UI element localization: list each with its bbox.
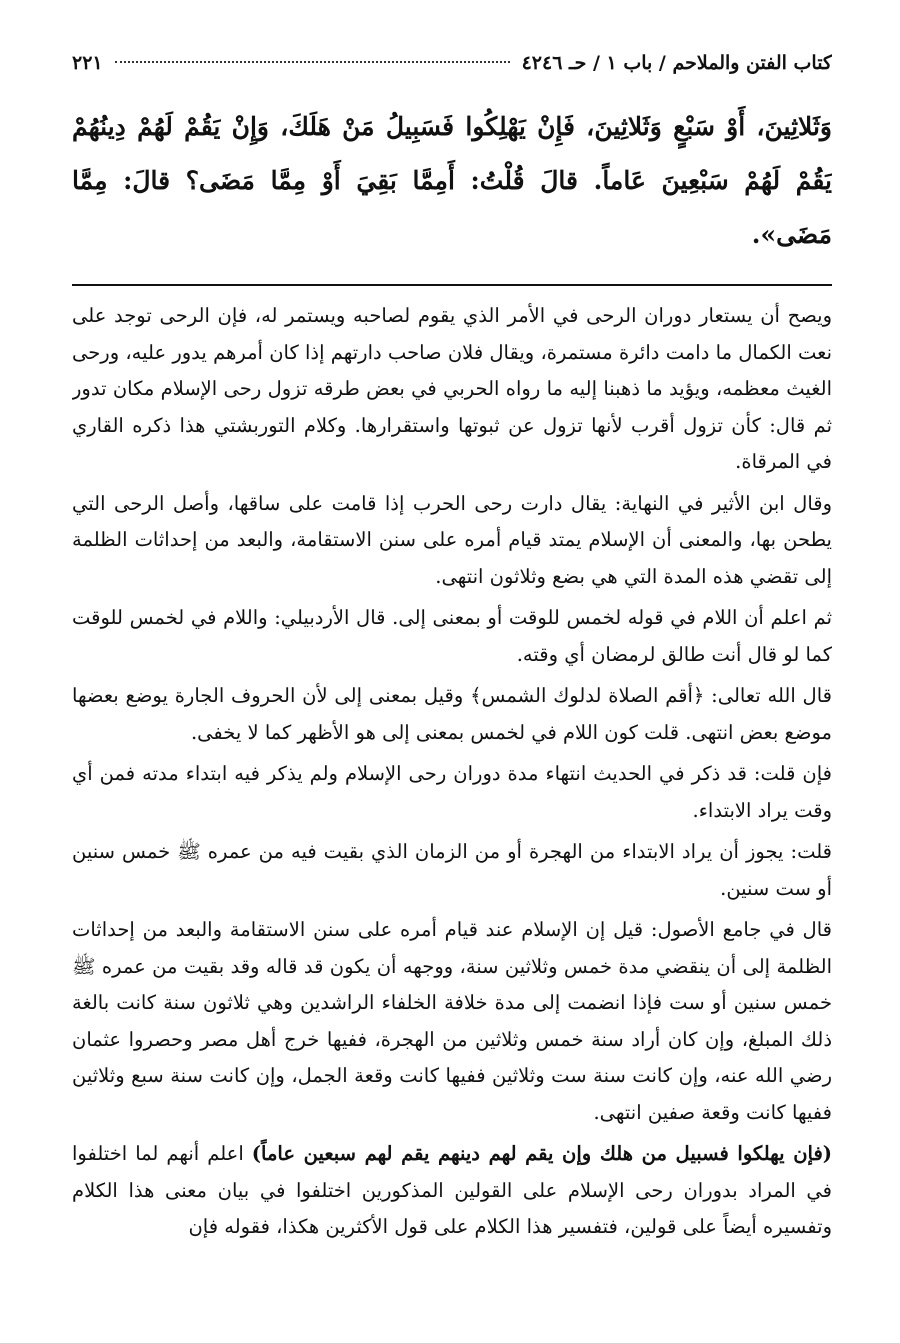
- chapter-title: كتاب الفتن والملاحم / باب ١ / حـ ٤٢٤٦: [521, 52, 832, 74]
- hadith-text: وَثَلاثِينَ، أَوْ سَبْعٍ وَثَلاثِينَ، فَإِنْ يَهْلِكُوا فَسَبِيلُ مَنْ هَلَكَ، وَإِنْ يَقُمْ لَهُمْ دِينُهُمْ يَقُمْ لَهُمْ سَبْعِينَ عَاماً. قالَ قُلْتُ: أَمِمَّا بَقِيَ أَوْ مِمَّا مَضَى؟ قالَ: مِمَّا مَضَى».: [72, 112, 832, 249]
- commentary-paragraph: وقال ابن الأثير في النهاية: يقال دارت رحى الحرب إذا قامت على ساقها، وأصل الرحى التي يطحن بها، والمعنى أن الإسلام يمتد قيام أمره على سنن الاستقامة، والبعد من إحداثات الظلمة إلى تقضي هذه المدة التي هي بضع وثلاثون انتهى.: [72, 491, 832, 588]
- commentary-paragraph: (فإن يهلكوا فسبيل من هلك وإن يقم لهم دينهم يقم لهم سبعين عاماً) اعلم أنهم لما اختلفوا في المراد بدوران رحى الإسلام على القولين المذكورين اختلفوا في بيان معنى هذا الكلام وتفسيره أيضاً على قولين، فتفسير هذا الكلام على قول الأكثرين هكذا، فقوله فإن: [72, 1142, 832, 1238]
- commentary-paragraph: قال في جامع الأصول: قيل إن الإسلام عند قيام أمره على سنن الاستقامة والبعد من إحداثات الظلمة إلى أن ينقضي مدة خمس وثلاثين سنة، ووجهه أن يكون قد قاله وقد بقيت من عمره ﷺ خمس سنين أو ست فإذا انضمت إلى مدة خلافة الخلفاء الراشدين وهي ثلاثون سنة كانت بالغة ذلك المبلغ، وإن كان أراد سنة خمس وثلاثين من الهجرة، ففيها خرج أهل مصر وحصروا عثمان رضي الله عنه، وإن كانت سنة ست وثلاثين ففيها كانت وقعة الجمل، وإن كانت سنة سبع وثلاثين ففيها كانت وقعة صفين انتهى.: [72, 918, 832, 1124]
- dotted-leader: [115, 61, 510, 63]
- quoted-hadith-lemma: (فإن يهلكوا فسبيل من هلك وإن يقم لهم دينهم يقم لهم سبعين عاماً): [251, 1142, 832, 1165]
- separator-rule: [72, 284, 832, 286]
- commentary-paragraph: قلت: يجوز أن يراد الابتداء من الهجرة أو من الزمان الذي بقيت فيه من عمره ﷺ خمس سنين أو ست سنين.: [72, 840, 832, 900]
- commentary-paragraph: ثم اعلم أن اللام في قوله لخمس للوقت أو بمعنى إلى. قال الأردبيلي: واللام في لخمس للوقت كما لو قال أنت طالق لرمضان أي وقته.: [72, 606, 832, 666]
- commentary-paragraph: ويصح أن يستعار دوران الرحى في الأمر الذي يقوم لصاحبه ويستمر له، فإن الرحى توجد على نعت الكمال ما دامت دائرة مستمرة، ويقال فلان صاحب دارتهم إذا كان أمرهم يدور عليه، ورحى الغيث معظمه، ويؤيد ما ذهبنا إليه ما رواه الحربي في بعض طرقه تزول رحى الإسلام مكان تدور ثم قال: كأن تزول أقرب لأنها تزول عن ثبوتها واستقرارها. وكلام التوربشتي هذا ذكره القاري في المرقاة.: [72, 304, 832, 473]
- commentary: [72, 298, 832, 1246]
- book-page: [72, 52, 832, 1322]
- commentary-paragraph: فإن قلت: قد ذكر في الحديث انتهاء مدة دوران رحى الإسلام ولم يذكر فيه ابتداء مدته فمن أي وقت يراد الابتداء.: [72, 762, 832, 822]
- running-header: [72, 52, 832, 96]
- commentary-paragraph: قال الله تعالى: ﴿أقم الصلاة لدلوك الشمس﴾ وقيل بمعنى إلى لأن الحروف الجارة يوضع بعضها موضع بعض انتهى. قلت كون اللام في لخمس بمعنى إلى هو الأظهر كما لا يخفى.: [72, 684, 832, 744]
- page-number: ٢٢١: [72, 52, 103, 74]
